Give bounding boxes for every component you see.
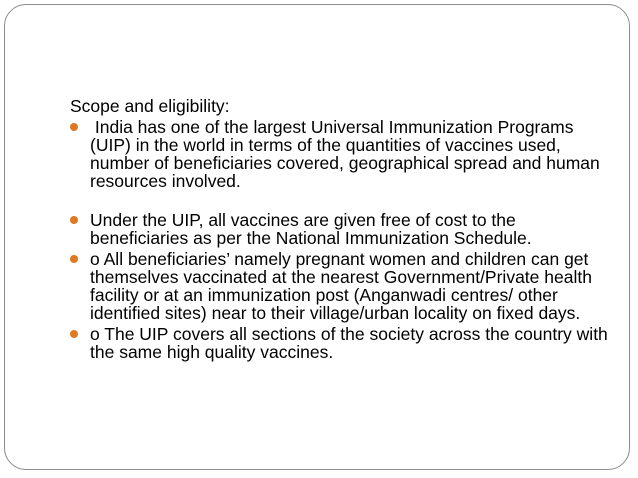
- bullet-dot-icon: [70, 123, 78, 131]
- bullet-item-coverage: [70, 325, 615, 361]
- bullet-item-uip-scale: [70, 118, 615, 190]
- bullet-dot-icon: [70, 330, 78, 338]
- bullet-item-free-vaccines: [70, 211, 615, 247]
- bullet-item-beneficiaries: [70, 250, 615, 322]
- bullet-list: [70, 118, 615, 361]
- bullet-dot-icon: [70, 216, 78, 224]
- bullet-dot-icon: [70, 255, 78, 263]
- bullet-text: o All beneficiaries’ namely pregnant women and children can get themselves vaccinated at the nearest Government/Private health facility or at an immunization post (Anganwadi centres/ other identified sites) near to their village/urban locality on fixed days.: [90, 249, 592, 323]
- slide-heading: Scope and eligibility:: [70, 96, 230, 116]
- bullet-text: o The UIP covers all sections of the society across the country with the same high quality vaccines.: [90, 324, 608, 362]
- bullet-text: Under the UIP, all vaccines are given free of cost to the beneficiaries as per the National Immunization Schedule.: [90, 210, 532, 248]
- bullet-text: India has one of the largest Universal Immunization Programs (UIP) in the world in terms of the quantities of vaccines used, number of beneficiaries covered, geographical spread and human resources involved.: [90, 117, 605, 191]
- slide-content: [70, 97, 615, 361]
